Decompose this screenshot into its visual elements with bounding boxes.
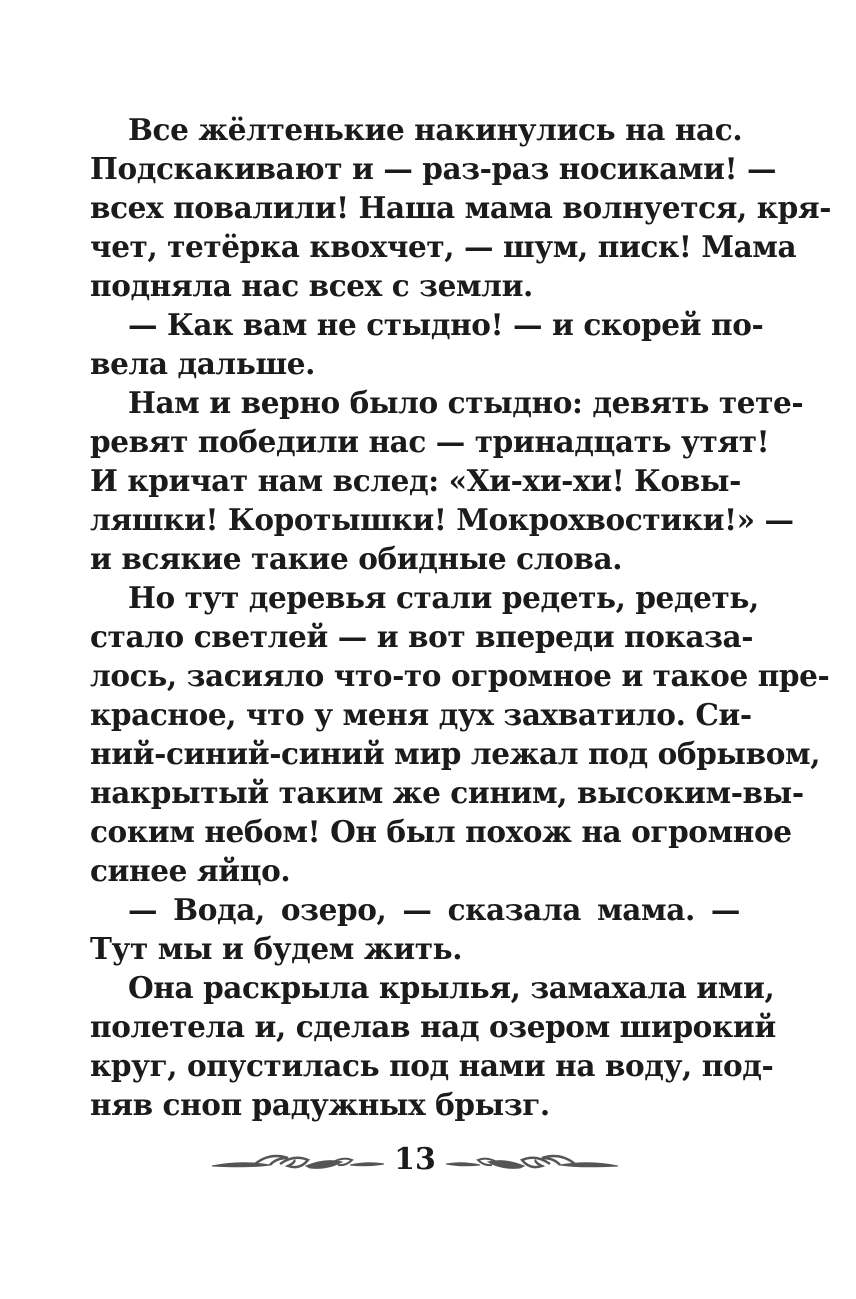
- text-line: синее яйцо.: [90, 853, 291, 888]
- text-line: накрытый таким же синим, высоким-вы-: [90, 775, 804, 810]
- text-line: подняла нас всех с земли.: [90, 268, 533, 303]
- text-line: вела дальше.: [90, 346, 315, 381]
- text-line: красное, что у меня дух захватило. Си-: [90, 697, 752, 732]
- page-footer: [210, 1140, 620, 1184]
- text-line: ний-синий-синий мир лежал под обрывом,: [90, 736, 821, 771]
- text-line: ляшки! Коротышки! Мокрохвостики!» —: [90, 502, 794, 537]
- text-line: ревят победили нас — тринадцать утят!: [90, 424, 770, 459]
- body-text: [90, 110, 832, 1124]
- text-line: полетела и, сделав над озером широкий: [90, 1009, 776, 1044]
- text-line: няв сноп радужных брызг.: [90, 1087, 550, 1122]
- text-line: круг, опустилась под нами на воду, под-: [90, 1048, 774, 1083]
- text-line: Тут мы и будем жить.: [90, 931, 463, 966]
- text-line: стало светлей — и вот впереди показа-: [90, 619, 754, 654]
- text-line: — Как вам не стыдно! — и скорей по-: [128, 307, 764, 342]
- text-line: Она раскрыла крылья, замахала ими,: [128, 970, 775, 1005]
- text-line: Нам и верно было стыдно: девять тете-: [128, 385, 804, 420]
- text-line: соким небом! Он был похож на огромное: [90, 814, 792, 849]
- text-line: всех повалили! Наша мама волнуется, кря-: [90, 190, 832, 225]
- right-swirl-ornament-icon: [445, 1148, 620, 1178]
- text-line: Все жёлтенькие накинулись на нас.: [128, 112, 743, 147]
- text-line: и всякие такие обидные слова.: [90, 541, 623, 576]
- left-swirl-ornament-icon: [210, 1148, 385, 1178]
- text-line: Подскакивают и — раз-раз носиками! —: [90, 151, 777, 186]
- text-line: чет, тетёрка квохчет, — шум, писк! Мама: [90, 229, 797, 264]
- text-line: — Вода, озеро, — сказала мама. —: [128, 892, 740, 927]
- text-line: Но тут деревья стали редеть, редеть,: [128, 580, 759, 615]
- page-number: 13: [394, 1142, 436, 1177]
- text-line: лось, засияло что-то огромное и такое пре-: [90, 658, 830, 693]
- text-line: И кричат нам вслед: «Хи-хи-хи! Ковы-: [90, 463, 741, 498]
